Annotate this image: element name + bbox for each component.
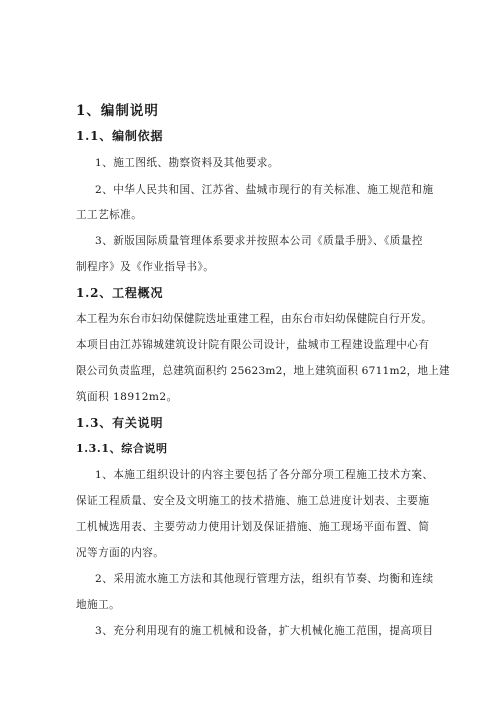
- general-line-4: 况等方面的内容。: [76, 547, 165, 559]
- heading-project-overview: 1.2、工程概况: [76, 286, 164, 300]
- overview-line-1: 本工程为东台市妇幼保健院迭址重建工程，由东台市妇幼保健院自行开发。: [76, 313, 433, 325]
- heading-compilation-basis: 1.1、编制依据: [76, 129, 164, 143]
- overview-line-3: 限公司负责监理，总建筑面积约 25623m2，地上建筑面积 6711m2，地上建: [76, 365, 450, 377]
- heading-general-notes: 1.3.1、综合说明: [76, 442, 168, 455]
- overview-line-2: 本项目由江苏锦城建筑设计院有限公司设计，盐城市工程建设监理中心有: [76, 339, 430, 351]
- general-line-2: 保证工程质量、安全及文明施工的技术措施、施工总进度计划表、主要施: [76, 495, 430, 507]
- overview-line-4: 筑面积 18912m2。: [76, 391, 178, 403]
- general-line-6: 地施工。: [76, 599, 121, 611]
- basis-line-4: 3、新版国际质量管理体系要求并按照本公司《质量手册》、《质量控: [95, 235, 423, 247]
- heading-compilation-notes: 1、编制说明: [76, 103, 159, 119]
- basis-line-5: 制程序》及《作业指导书》。: [76, 261, 215, 273]
- basis-line-2: 2、中华人民共和国、江苏省、盐城市现行的有关标准、施工规范和施: [95, 184, 434, 196]
- basis-line-3: 工工艺标准。: [76, 209, 143, 221]
- general-line-1: 1、本施工组织设计的内容主要包括了各分部分项工程施工技术方案、: [95, 469, 434, 481]
- general-line-7: 3、充分利用现有的施工机械和设备，扩大机械化施工范围，提高项目: [95, 625, 434, 637]
- heading-related-notes: 1.3、有关说明: [76, 416, 164, 430]
- general-line-3: 工机械选用表、主要劳动力使用计划及保证措施、施工现场平面布置、简: [76, 521, 430, 533]
- general-line-5: 2、采用流水施工方法和其他现行管理方法，组织有节奏、均衡和连续: [95, 573, 434, 585]
- basis-line-1: 1、施工图纸、勘察资料及其他要求。: [95, 157, 279, 169]
